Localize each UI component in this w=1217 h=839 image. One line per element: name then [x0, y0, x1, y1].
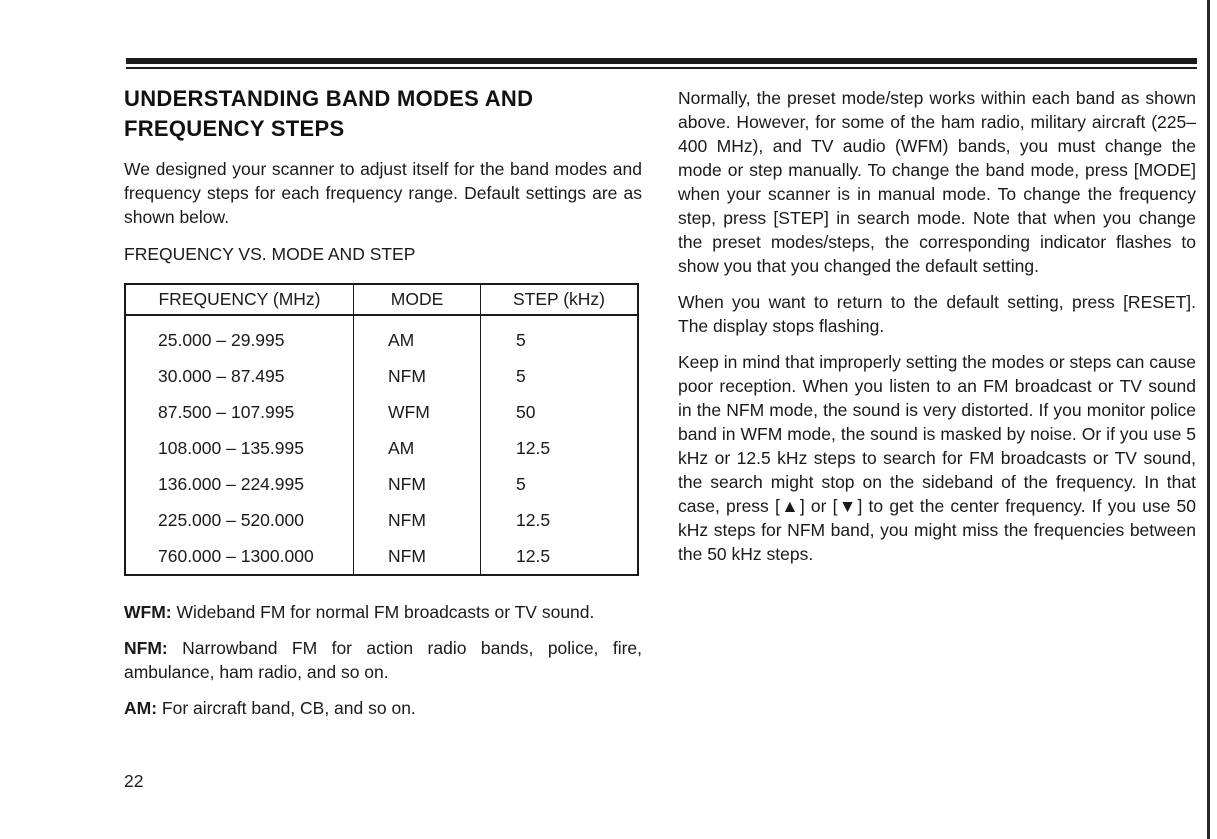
mode-definitions: [124, 600, 642, 720]
heading-line-2: FREQUENCY STEPS: [124, 116, 345, 141]
header-step: STEP (kHz): [481, 284, 639, 315]
header-rule-thin: [126, 67, 1197, 69]
header-rule-thick: [126, 58, 1197, 64]
section-heading: [124, 84, 642, 144]
paragraph-reset: When you want to return to the default setting, press [RESET]. The display stops flashing.: [678, 292, 1196, 336]
cell-step: 50: [516, 401, 536, 422]
cell-step: 12.5: [516, 437, 551, 458]
table-row: [125, 538, 638, 575]
cell-step: 5: [516, 473, 526, 494]
cell-mode: WFM: [354, 394, 481, 430]
definition-nfm: [124, 636, 642, 684]
right-column: [678, 86, 1196, 578]
page-number: 22: [124, 771, 144, 791]
cell-frequency: 30.000 – 87.495: [125, 358, 354, 394]
paragraph-preset-mode: Normally, the preset mode/step works within each band as shown above. However, for some of the ham radio, military aircraft (225–400 MHz), and TV audio (WFM) bands, you must change the mode or step manually. To change the band mode, press [MODE] when your scanner is in manual mode. To change the frequency step, press [STEP] in search mode. Note that when you change the preset modes/steps, the corresponding indicator flashes to show you that you changed the default setting.: [678, 88, 1196, 276]
table-row: [125, 358, 638, 394]
cell-mode: AM: [354, 315, 481, 358]
cell-mode: NFM: [354, 466, 481, 502]
table-row: [125, 394, 638, 430]
cell-mode: NFM: [354, 502, 481, 538]
table-row: [125, 315, 638, 358]
intro-paragraph: We designed your scanner to adjust itself for the band modes and frequency steps for each frequency range. Default settings are as shown below.: [124, 159, 642, 227]
header-frequency: FREQUENCY (MHz): [125, 284, 354, 315]
cell-step: 12.5: [516, 509, 551, 530]
definition-text: For aircraft band, CB, and so on.: [157, 698, 416, 718]
definition-text: Wideband FM for normal FM broadcasts or TV sound.: [171, 602, 595, 622]
definition-term: WFM:: [124, 602, 172, 622]
cell-frequency: 87.500 – 107.995: [125, 394, 354, 430]
definition-term: AM:: [124, 698, 158, 718]
definition-wfm: [124, 600, 642, 624]
table-row: [125, 466, 638, 502]
cell-mode: AM: [354, 430, 481, 466]
cell-frequency: 136.000 – 224.995: [125, 466, 354, 502]
table-row: [125, 430, 638, 466]
table-row: [125, 502, 638, 538]
cell-frequency: 108.000 – 135.995: [125, 430, 354, 466]
cell-mode: NFM: [354, 358, 481, 394]
cell-step: 12.5: [516, 545, 551, 566]
cell-frequency: 760.000 – 1300.000: [125, 538, 354, 575]
cell-mode: NFM: [354, 538, 481, 575]
page-edge: [1207, 0, 1210, 839]
definition-text: Narrowband FM for action radio bands, police, fire, ambulance, ham radio, and so on.: [124, 638, 642, 682]
cell-step: 5: [516, 365, 526, 386]
cell-frequency: 225.000 – 520.000: [125, 502, 354, 538]
cell-step: 5: [516, 329, 526, 350]
heading-line-1: UNDERSTANDING BAND MODES AND: [124, 86, 534, 111]
definition-term: NFM:: [124, 638, 168, 658]
left-column: [124, 84, 642, 732]
paragraph-improper-settings: Keep in mind that improperly setting the modes or steps can cause poor reception. When you listen to an FM broadcast or TV sound in the NFM mode, the sound is very distorted. If you monitor police band in WFM mode, the sound is masked by noise. Or if you use 5 kHz or 12.5 kHz steps to search for FM broadcasts or TV sound, the search might stop on the sideband of the frequency. In that case, press [▲] or [▼] to get the center frequency. If you use 50 kHz steps for NFM band, you might miss the frequencies between the 50 kHz steps.: [678, 352, 1196, 564]
table-caption: FREQUENCY VS. MODE AND STEP: [124, 244, 416, 264]
cell-frequency: 25.000 – 29.995: [125, 315, 354, 358]
header-mode: MODE: [354, 284, 481, 315]
table-header-row: [125, 284, 638, 315]
definition-am: [124, 696, 642, 720]
frequency-table: [124, 283, 639, 576]
